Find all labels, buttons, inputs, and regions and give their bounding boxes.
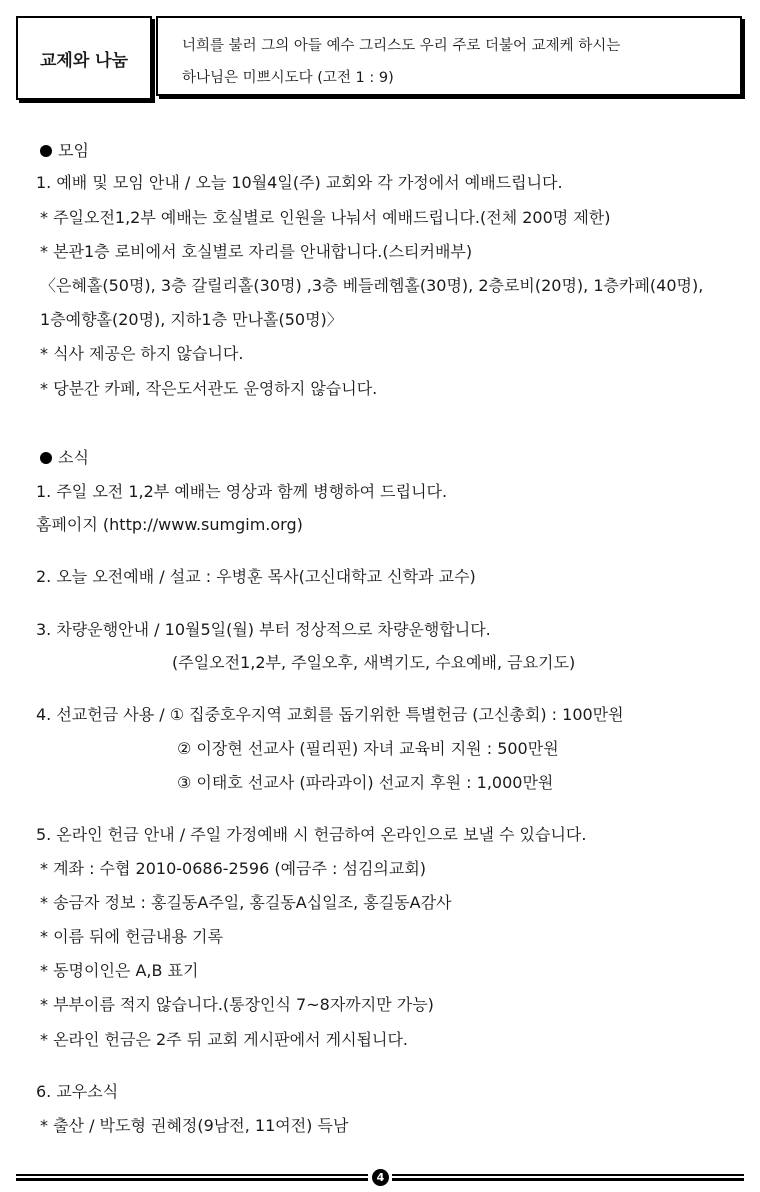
gathering-line: * 주일오전1,2부 예배는 호실별로 인원을 나눠서 예배드립니다.(전체 200명 제한)	[40, 208, 611, 227]
section-title: 교제와 나눔	[39, 50, 129, 71]
news-item-4-detail: ③ 이태호 선교사 (파라과이) 선교지 후원 : 1,000만원	[177, 773, 554, 792]
news-item-1: 1. 주일 오전 1,2부 예배는 영상과 함께 병행하여 드립니다.	[36, 482, 448, 501]
footer-rule-left	[16, 1174, 368, 1181]
news-heading: 소식	[40, 447, 89, 469]
footer-rule-right	[392, 1174, 744, 1181]
verse-line-2: 하나님은 미쁘시도다 (고전 1 : 9)	[182, 70, 394, 86]
gathering-line: 1층예향홀(20명), 지하1층 만나홀(50명)〉	[40, 310, 343, 329]
news-item-6-detail: * 출산 / 박도형 권혜정(9남전, 11여전) 득남	[40, 1116, 349, 1135]
news-item-4-detail: ② 이장현 선교사 (필리핀) 자녀 교육비 지원 : 500만원	[177, 739, 559, 758]
gathering-line: * 당분간 카페, 작은도서관도 운영하지 않습니다.	[40, 379, 378, 398]
news-item-5-detail: * 부부이름 적지 않습니다.(통장인식 7~8자까지만 가능)	[40, 995, 434, 1014]
news-item-5-detail: * 이름 뒤에 헌금내용 기록	[40, 927, 223, 946]
news-item-5: 5. 온라인 헌금 안내 / 주일 가정예배 시 헌금하여 온라인으로 보낼 수 있습니다.	[36, 825, 587, 844]
gathering-heading: 모임	[40, 140, 89, 162]
section-title-box	[16, 16, 152, 100]
news-item-5-detail: * 온라인 헌금은 2주 뒤 교회 게시판에서 게시됩니다.	[40, 1030, 408, 1049]
gathering-line: 〈은혜홀(50명), 3층 갈릴리홀(30명) ,3층 베들레헴홀(30명), 2층로비(20명), 1층카페(40명),	[40, 276, 704, 295]
bullet-icon	[40, 145, 52, 157]
news-item-3-detail: (주일오전1,2부, 주일오후, 새벽기도, 수요예배, 금요기도)	[172, 653, 576, 672]
news-item-3: 3. 차량운행안내 / 10월5일(월) 부터 정상적으로 차량운행합니다.	[36, 620, 491, 639]
news-item-2: 2. 오늘 오전예배 / 설교 : 우병훈 목사(고신대학교 신학과 교수)	[36, 567, 476, 586]
news-item-4: 4. 선교헌금 사용 / ① 집중호우지역 교회를 돕기위한 특별헌금 (고신총회) : 100만원	[36, 705, 624, 724]
gathering-line: * 식사 제공은 하지 않습니다.	[40, 344, 244, 363]
news-item-5-detail: * 계좌 : 수협 2010-0686-2596 (예금주 : 섬김의교회)	[40, 859, 427, 878]
gathering-line: * 본관1층 로비에서 호실별로 자리를 안내합니다.(스티커배부)	[40, 242, 473, 261]
verse-box	[156, 16, 742, 96]
bullet-icon	[40, 452, 52, 464]
news-item-1-homepage: 홈페이지 (http://www.sumgim.org)	[36, 515, 303, 534]
verse-line-1: 너희를 불러 그의 아들 예수 그리스도 우리 주로 더불어 교제케 하시는	[182, 38, 621, 54]
page-number-badge: 4	[372, 1169, 389, 1186]
news-item-5-detail: * 송금자 정보 : 홍길동A주일, 홍길동A십일조, 홍길동A감사	[40, 893, 452, 912]
news-item-5-detail: * 동명이인은 A,B 표기	[40, 961, 199, 980]
news-item-6: 6. 교우소식	[36, 1082, 119, 1101]
gathering-line: 1. 예배 및 모임 안내 / 오늘 10월4일(주) 교회와 각 가정에서 예배드립니다.	[36, 173, 563, 192]
